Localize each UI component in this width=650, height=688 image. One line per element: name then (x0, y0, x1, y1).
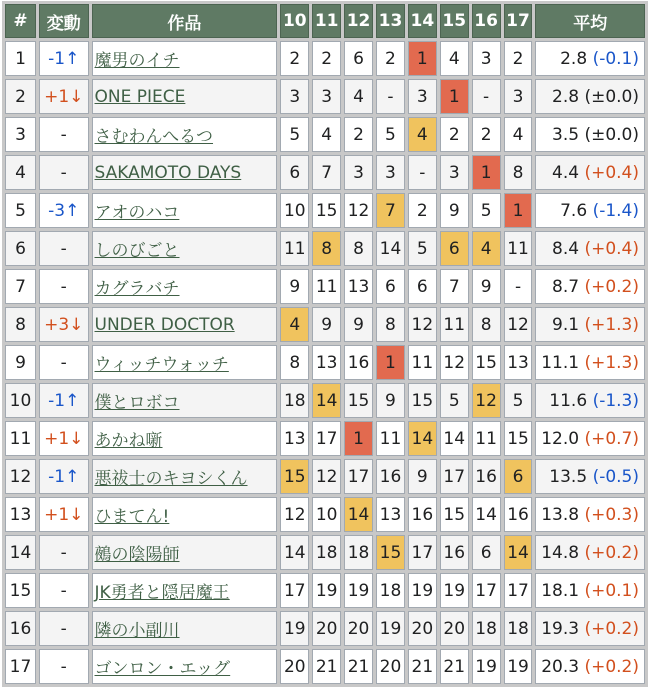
title-cell (92, 535, 278, 570)
issue-rank-cell: 9 (376, 383, 405, 418)
issue-rank-cell: 4 (504, 117, 533, 152)
average-cell (535, 459, 645, 494)
average-value: 7.6 (560, 200, 588, 221)
rank-cell: 17 (5, 649, 36, 684)
average-diff: (+1.3) (584, 314, 639, 335)
issue-rank-cell: 9 (280, 269, 309, 304)
header-issue-10: 10 (280, 4, 309, 38)
issue-rank-cell: 17 (312, 421, 341, 456)
issue-rank-cell: 20 (440, 611, 469, 646)
header-issue-13: 13 (376, 4, 405, 38)
issue-rank-cell: 20 (376, 649, 405, 684)
issue-rank-cell: 20 (280, 649, 309, 684)
issue-rank-cell: 1 (376, 345, 405, 380)
issue-rank-cell: 17 (344, 459, 373, 494)
issue-rank-cell: - (504, 269, 533, 304)
issue-rank-cell: 9 (312, 307, 341, 342)
table-row (5, 345, 645, 380)
rank-cell: 6 (5, 231, 36, 266)
issue-rank-cell: 21 (344, 649, 373, 684)
change-cell: +3↓ (39, 307, 89, 342)
issue-rank-cell: 14 (376, 231, 405, 266)
title-link[interactable]: 鵺の陰陽師 (94, 545, 180, 565)
issue-rank-cell: 6 (408, 269, 437, 304)
issue-rank-cell: 2 (376, 41, 405, 76)
issue-rank-cell: 16 (408, 497, 437, 532)
issue-rank-cell: 19 (344, 573, 373, 608)
change-cell: - (39, 573, 89, 608)
issue-rank-cell: 21 (408, 649, 437, 684)
issue-rank-cell: 12 (472, 383, 501, 418)
table-row (5, 649, 645, 684)
issue-rank-cell: 17 (472, 573, 501, 608)
change-cell: - (39, 231, 89, 266)
title-cell (92, 117, 278, 152)
issue-rank-cell: 4 (312, 117, 341, 152)
table-row (5, 155, 645, 190)
issue-rank-cell: - (376, 79, 405, 114)
average-diff: (±0.0) (584, 124, 639, 145)
title-link[interactable]: UNDER DOCTOR (94, 314, 235, 335)
issue-rank-cell: 12 (312, 459, 341, 494)
issue-rank-cell: 9 (472, 269, 501, 304)
table-row (5, 41, 645, 76)
title-cell (92, 611, 278, 646)
issue-rank-cell: 12 (440, 345, 469, 380)
issue-rank-cell: 15 (376, 535, 405, 570)
issue-rank-cell: 8 (376, 307, 405, 342)
rank-cell: 7 (5, 269, 36, 304)
title-link[interactable]: ONE PIECE (94, 86, 186, 107)
issue-rank-cell: 14 (504, 535, 533, 570)
average-cell (535, 535, 645, 570)
average-cell (535, 383, 645, 418)
issue-rank-cell: 2 (504, 41, 533, 76)
issue-rank-cell: 16 (440, 535, 469, 570)
issue-rank-cell: 12 (504, 307, 533, 342)
average-value: 11.6 (549, 390, 588, 411)
change-cell: - (39, 269, 89, 304)
issue-rank-cell: 13 (504, 345, 533, 380)
issue-rank-cell: 4 (440, 41, 469, 76)
issue-rank-cell: 11 (440, 307, 469, 342)
rank-cell: 1 (5, 41, 36, 76)
issue-rank-cell: 17 (408, 535, 437, 570)
title-link[interactable]: さむわんへるつ (94, 127, 214, 147)
issue-rank-cell: 12 (408, 307, 437, 342)
issue-rank-cell: 1 (504, 193, 533, 228)
average-diff: (+0.3) (584, 504, 639, 525)
title-cell (92, 155, 278, 190)
average-value: 11.1 (541, 352, 580, 373)
issue-rank-cell: 4 (344, 79, 373, 114)
issue-rank-cell: 8 (504, 155, 533, 190)
rank-cell: 4 (5, 155, 36, 190)
change-cell: - (39, 611, 89, 646)
average-diff: (-1.3) (592, 390, 639, 411)
issue-rank-cell: 3 (344, 155, 373, 190)
issue-rank-cell: 18 (472, 611, 501, 646)
average-diff: (±0.0) (584, 86, 639, 107)
title-cell (92, 269, 278, 304)
issue-rank-cell: 20 (312, 611, 341, 646)
issue-rank-cell: 17 (504, 573, 533, 608)
average-diff: (+1.3) (584, 352, 639, 373)
issue-rank-cell: 1 (344, 421, 373, 456)
average-value: 3.5 (552, 124, 580, 145)
average-value: 8.4 (552, 238, 580, 259)
title-cell (92, 41, 278, 76)
issue-rank-cell: - (408, 155, 437, 190)
title-link[interactable]: カグラバチ (94, 279, 180, 299)
rank-cell: 16 (5, 611, 36, 646)
average-cell (535, 345, 645, 380)
title-link[interactable]: 悪祓士のキヨシくん (94, 469, 248, 489)
issue-rank-cell: 18 (504, 611, 533, 646)
average-cell (535, 79, 645, 114)
issue-rank-cell: 2 (408, 193, 437, 228)
average-value: 8.7 (552, 276, 580, 297)
average-cell (535, 41, 645, 76)
issue-rank-cell: 19 (376, 611, 405, 646)
issue-rank-cell: 8 (472, 307, 501, 342)
issue-rank-cell: 2 (472, 117, 501, 152)
issue-rank-cell: 2 (312, 41, 341, 76)
issue-rank-cell: 4 (280, 307, 309, 342)
average-diff: (+0.2) (584, 618, 639, 639)
average-diff: (+0.7) (584, 428, 639, 449)
issue-rank-cell: 6 (280, 155, 309, 190)
title-cell (92, 383, 278, 418)
issue-rank-cell: 11 (312, 269, 341, 304)
table-row (5, 459, 645, 494)
issue-rank-cell: 1 (472, 155, 501, 190)
title-cell (92, 193, 278, 228)
header-change: 変動 (39, 4, 89, 38)
issue-rank-cell: 5 (376, 117, 405, 152)
issue-rank-cell: 15 (280, 459, 309, 494)
issue-rank-cell: 8 (280, 345, 309, 380)
average-value: 14.8 (541, 542, 580, 563)
average-cell (535, 497, 645, 532)
rank-cell: 13 (5, 497, 36, 532)
issue-rank-cell: 3 (440, 155, 469, 190)
issue-rank-cell: 16 (344, 345, 373, 380)
issue-rank-cell: 14 (312, 383, 341, 418)
issue-rank-cell: 15 (344, 383, 373, 418)
issue-rank-cell: 9 (344, 307, 373, 342)
issue-rank-cell: 20 (408, 611, 437, 646)
issue-rank-cell: 2 (280, 41, 309, 76)
issue-rank-cell: 6 (344, 41, 373, 76)
issue-rank-cell: 21 (440, 649, 469, 684)
issue-rank-cell: 19 (440, 573, 469, 608)
issue-rank-cell: 15 (312, 193, 341, 228)
average-cell (535, 573, 645, 608)
title-link[interactable]: 隣の小副川 (94, 621, 180, 641)
rank-cell: 10 (5, 383, 36, 418)
title-cell (92, 573, 278, 608)
header-title: 作品 (92, 4, 278, 38)
average-value: 13.5 (549, 466, 588, 487)
change-cell: +1↓ (39, 497, 89, 532)
issue-rank-cell: 4 (472, 231, 501, 266)
average-value: 2.8 (560, 48, 588, 69)
issue-rank-cell: 15 (408, 383, 437, 418)
rank-cell: 3 (5, 117, 36, 152)
change-cell: -1↑ (39, 459, 89, 494)
title-cell (92, 307, 278, 342)
title-link[interactable]: あかね噺 (94, 431, 163, 451)
average-value: 12.0 (541, 428, 580, 449)
average-cell (535, 193, 645, 228)
average-cell (535, 117, 645, 152)
issue-rank-cell: 14 (280, 535, 309, 570)
average-diff: (+0.2) (584, 542, 639, 563)
issue-rank-cell: 18 (280, 383, 309, 418)
issue-rank-cell: 14 (408, 421, 437, 456)
issue-rank-cell: 11 (376, 421, 405, 456)
rank-cell: 5 (5, 193, 36, 228)
issue-rank-cell: 5 (504, 383, 533, 418)
issue-rank-cell: 13 (312, 345, 341, 380)
issue-rank-cell: 5 (280, 117, 309, 152)
title-cell (92, 649, 278, 684)
issue-rank-cell: 13 (344, 269, 373, 304)
issue-rank-cell: 19 (408, 573, 437, 608)
issue-rank-cell: 15 (440, 497, 469, 532)
title-link[interactable]: ひまてん! (94, 507, 170, 527)
header-issue-15: 15 (440, 4, 469, 38)
change-cell: -1↑ (39, 383, 89, 418)
issue-rank-cell: 19 (312, 573, 341, 608)
rank-cell: 12 (5, 459, 36, 494)
issue-rank-cell: 14 (344, 497, 373, 532)
issue-rank-cell: 11 (408, 345, 437, 380)
average-cell (535, 649, 645, 684)
issue-rank-cell: 2 (344, 117, 373, 152)
issue-rank-cell: 16 (472, 459, 501, 494)
average-diff: (+0.4) (584, 162, 639, 183)
average-value: 9.1 (552, 314, 580, 335)
title-link[interactable]: ゴンロン・エッグ (94, 659, 231, 679)
change-cell: - (39, 345, 89, 380)
issue-rank-cell: 13 (280, 421, 309, 456)
average-cell (535, 231, 645, 266)
issue-rank-cell: 6 (376, 269, 405, 304)
issue-rank-cell: 21 (312, 649, 341, 684)
issue-rank-cell: - (472, 79, 501, 114)
issue-rank-cell: 5 (472, 193, 501, 228)
table-row (5, 611, 645, 646)
issue-rank-cell: 6 (440, 231, 469, 266)
table-row (5, 421, 645, 456)
title-cell (92, 497, 278, 532)
average-value: 4.4 (552, 162, 580, 183)
issue-rank-cell: 3 (376, 155, 405, 190)
issue-rank-cell: 17 (440, 459, 469, 494)
title-link[interactable]: SAKAMOTO DAYS (94, 162, 242, 183)
issue-rank-cell: 13 (376, 497, 405, 532)
average-diff: (+0.4) (584, 238, 639, 259)
issue-rank-cell: 19 (280, 611, 309, 646)
issue-rank-cell: 11 (472, 421, 501, 456)
table-row (5, 497, 645, 532)
average-diff: (+0.1) (584, 580, 639, 601)
header-issue-11: 11 (312, 4, 341, 38)
average-cell (535, 421, 645, 456)
average-value: 20.3 (541, 656, 580, 677)
issue-rank-cell: 5 (440, 383, 469, 418)
header-issue-14: 14 (408, 4, 437, 38)
table-row (5, 383, 645, 418)
table-row (5, 307, 645, 342)
title-link[interactable]: 僕とロボコ (94, 393, 180, 413)
title-link[interactable]: 魔男のイチ (94, 51, 180, 71)
table-row (5, 535, 645, 570)
header-issue-12: 12 (344, 4, 373, 38)
title-link[interactable]: ウィッチウォッチ (94, 355, 229, 375)
issue-rank-cell: 12 (280, 497, 309, 532)
average-value: 18.1 (541, 580, 580, 601)
table-row (5, 269, 645, 304)
header-rank: # (5, 4, 36, 38)
issue-rank-cell: 3 (408, 79, 437, 114)
issue-rank-cell: 15 (472, 345, 501, 380)
issue-rank-cell: 2 (440, 117, 469, 152)
title-link[interactable]: しのびごと (94, 241, 180, 261)
average-diff: (-0.1) (592, 48, 639, 69)
title-link[interactable]: アオのハコ (94, 203, 180, 223)
issue-rank-cell: 3 (472, 41, 501, 76)
average-diff: (-1.4) (592, 200, 639, 221)
issue-rank-cell: 19 (504, 649, 533, 684)
issue-rank-cell: 7 (312, 155, 341, 190)
title-cell (92, 345, 278, 380)
issue-rank-cell: 17 (280, 573, 309, 608)
issue-rank-cell: 11 (280, 231, 309, 266)
issue-rank-cell: 19 (472, 649, 501, 684)
issue-rank-cell: 3 (312, 79, 341, 114)
issue-rank-cell: 6 (504, 459, 533, 494)
issue-rank-cell: 20 (344, 611, 373, 646)
table-row (5, 117, 645, 152)
issue-rank-cell: 3 (504, 79, 533, 114)
average-diff: (+0.2) (584, 656, 639, 677)
average-diff: (-0.5) (592, 466, 639, 487)
issue-rank-cell: 4 (408, 117, 437, 152)
issue-rank-cell: 14 (472, 497, 501, 532)
change-cell: - (39, 117, 89, 152)
issue-rank-cell: 8 (312, 231, 341, 266)
issue-rank-cell: 15 (504, 421, 533, 456)
issue-rank-cell: 18 (344, 535, 373, 570)
issue-rank-cell: 7 (376, 193, 405, 228)
issue-rank-cell: 1 (440, 79, 469, 114)
average-cell (535, 155, 645, 190)
header-row (5, 4, 645, 38)
change-cell: +1↓ (39, 421, 89, 456)
title-cell (92, 421, 278, 456)
average-cell (535, 307, 645, 342)
change-cell: - (39, 155, 89, 190)
average-value: 19.3 (541, 618, 580, 639)
rank-cell: 14 (5, 535, 36, 570)
ranking-table (2, 1, 648, 687)
header-issue-17: 17 (504, 4, 533, 38)
title-cell (92, 231, 278, 266)
issue-rank-cell: 5 (408, 231, 437, 266)
table-row (5, 573, 645, 608)
issue-rank-cell: 10 (312, 497, 341, 532)
rank-cell: 15 (5, 573, 36, 608)
change-cell: -1↑ (39, 41, 89, 76)
header-issue-16: 16 (472, 4, 501, 38)
change-cell: - (39, 535, 89, 570)
issue-rank-cell: 7 (440, 269, 469, 304)
title-cell (92, 459, 278, 494)
issue-rank-cell: 9 (408, 459, 437, 494)
average-value: 2.8 (552, 86, 580, 107)
change-cell: - (39, 649, 89, 684)
issue-rank-cell: 14 (440, 421, 469, 456)
issue-rank-cell: 8 (344, 231, 373, 266)
issue-rank-cell: 1 (408, 41, 437, 76)
ranking-body (5, 41, 645, 684)
issue-rank-cell: 10 (280, 193, 309, 228)
issue-rank-cell: 16 (376, 459, 405, 494)
title-cell (92, 79, 278, 114)
issue-rank-cell: 18 (312, 535, 341, 570)
issue-rank-cell: 12 (344, 193, 373, 228)
issue-rank-cell: 11 (504, 231, 533, 266)
issue-rank-cell: 3 (280, 79, 309, 114)
issue-rank-cell: 16 (504, 497, 533, 532)
title-link[interactable]: JK勇者と隠居魔王 (94, 583, 230, 603)
issue-rank-cell: 9 (440, 193, 469, 228)
change-cell: -3↑ (39, 193, 89, 228)
header-average: 平均 (535, 4, 645, 38)
rank-cell: 2 (5, 79, 36, 114)
rank-cell: 11 (5, 421, 36, 456)
average-cell (535, 269, 645, 304)
average-diff: (+0.2) (584, 276, 639, 297)
average-cell (535, 611, 645, 646)
rank-cell: 8 (5, 307, 36, 342)
issue-rank-cell: 6 (472, 535, 501, 570)
issue-rank-cell: 18 (376, 573, 405, 608)
table-row (5, 231, 645, 266)
table-row (5, 193, 645, 228)
rank-cell: 9 (5, 345, 36, 380)
table-row (5, 79, 645, 114)
change-cell: +1↓ (39, 79, 89, 114)
average-value: 13.8 (541, 504, 580, 525)
